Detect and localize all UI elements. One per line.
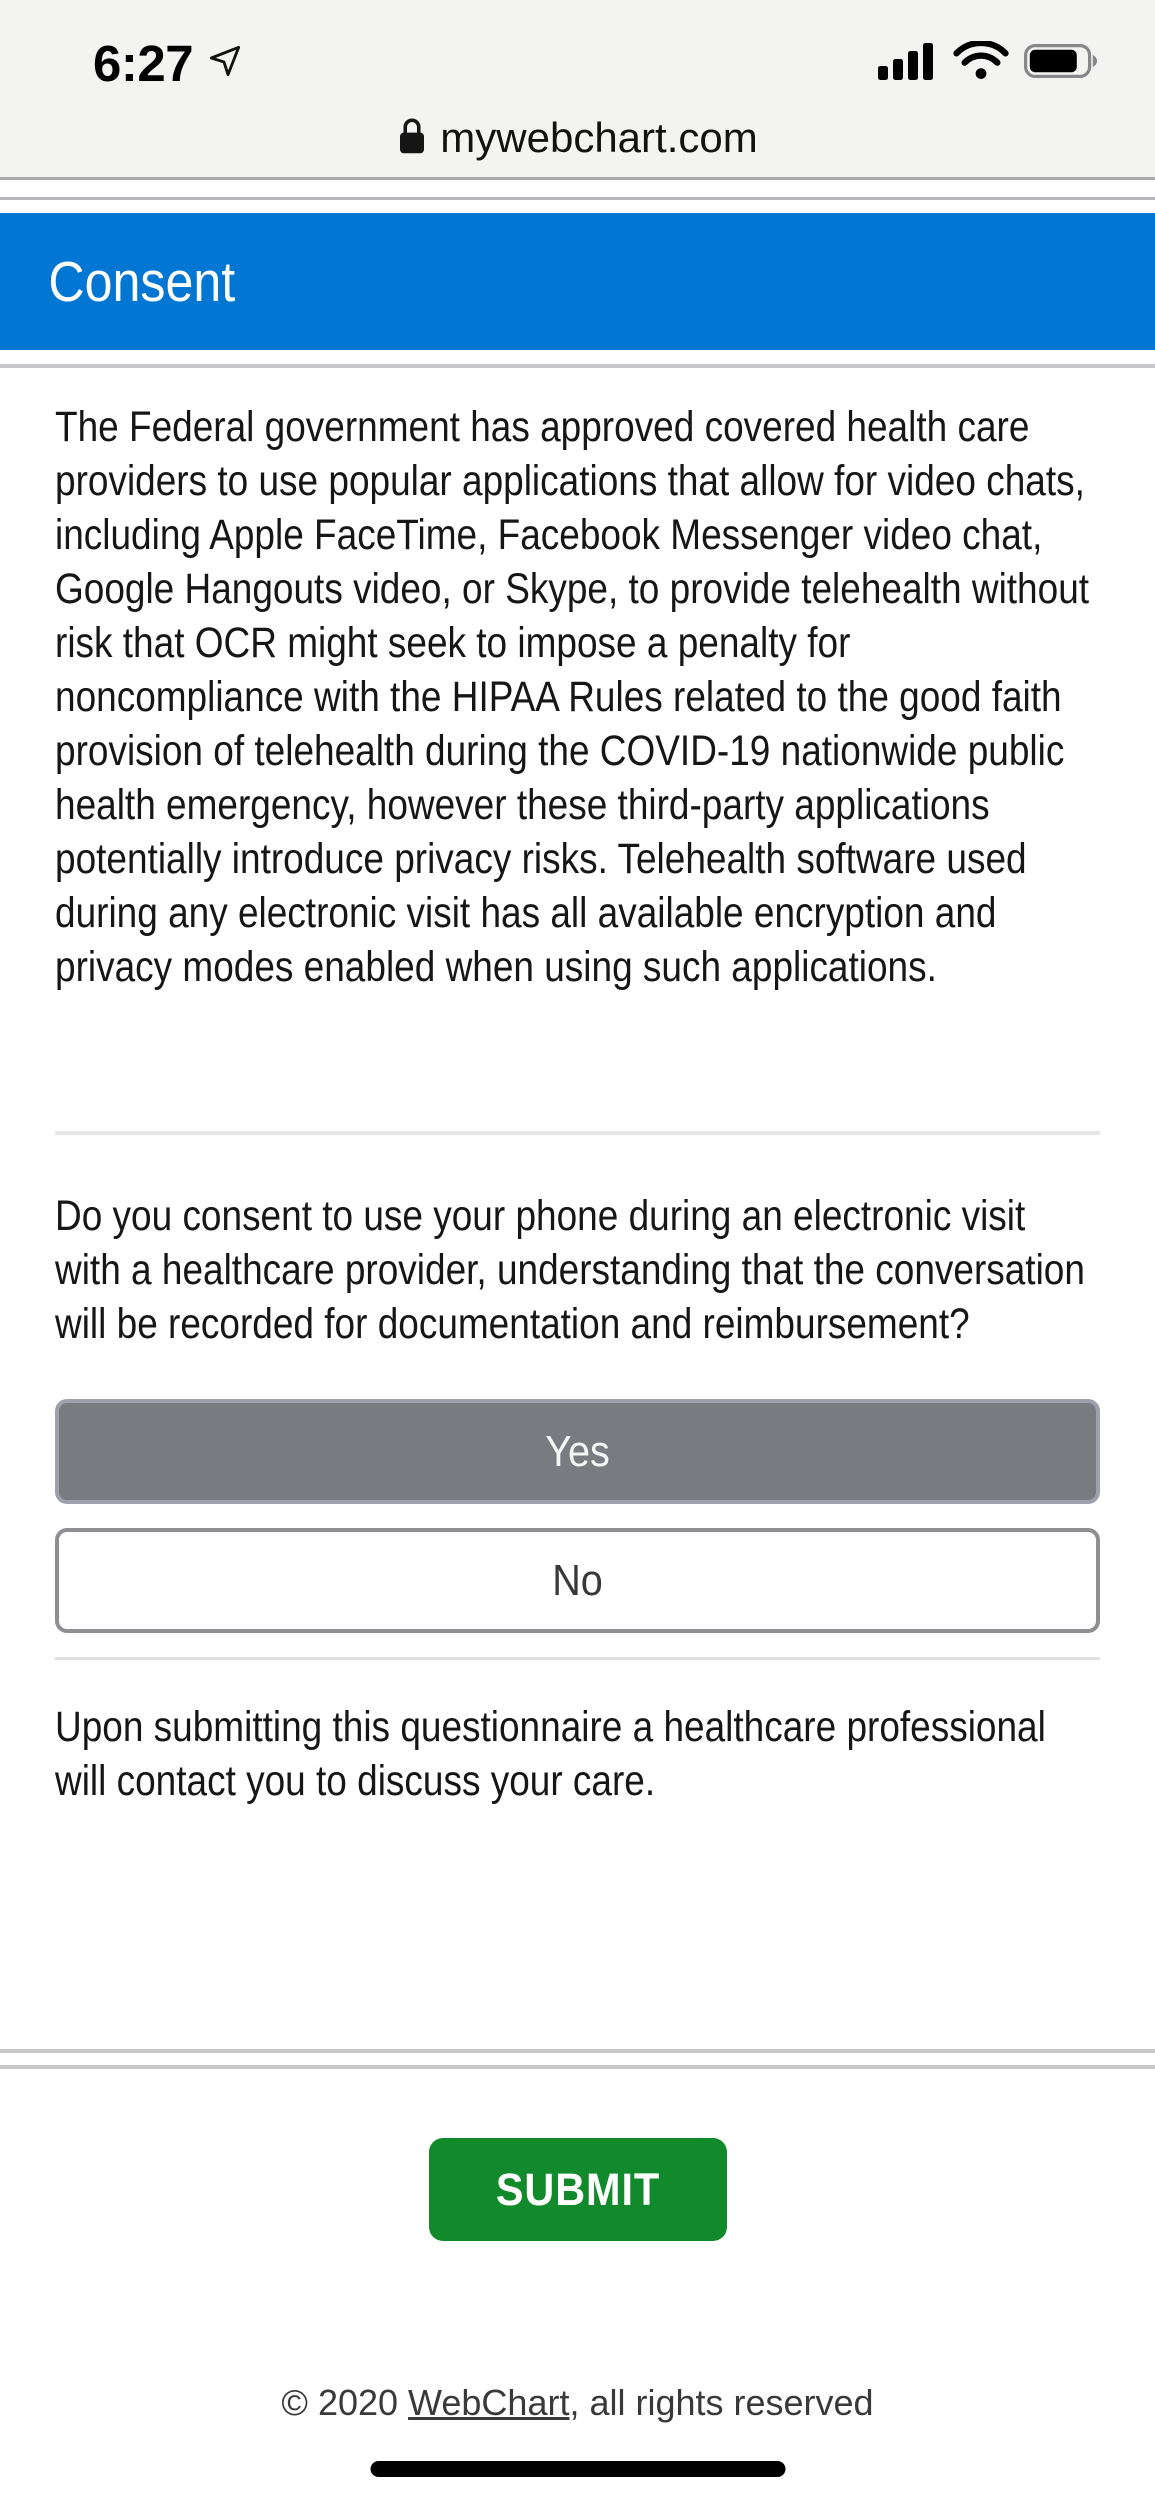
home-indicator[interactable] <box>370 2461 785 2477</box>
header-bottom-rule <box>0 364 1155 368</box>
copyright-prefix: © 2020 <box>281 2382 409 2423</box>
status-time: 6:27 <box>93 34 194 92</box>
footer-separator-line-2 <box>0 2065 1155 2069</box>
yes-button[interactable] <box>55 1399 1100 1504</box>
cellular-signal-icon <box>878 42 938 85</box>
consent-header <box>0 213 1155 350</box>
no-button[interactable] <box>55 1528 1100 1633</box>
footer-separator-line-1 <box>0 2049 1155 2053</box>
yes-button-label: Yes <box>545 1426 610 1476</box>
page-title: Consent <box>48 249 236 314</box>
url-bar[interactable] <box>0 108 1155 168</box>
submit-button[interactable] <box>429 2138 727 2241</box>
status-bar <box>0 28 1155 98</box>
copyright-footer <box>0 2382 1155 2424</box>
consent-question-text: Do you consent to use your phone during an electronic visit with a healthcare provider, understanding that the conversation will be recorded for documentation and reimbursement? <box>55 1192 1085 1348</box>
browser-chrome <box>0 0 1155 180</box>
lock-icon <box>397 115 427 162</box>
location-arrow-icon <box>205 41 245 86</box>
wifi-icon <box>953 41 1009 86</box>
consent-form <box>55 400 1100 1808</box>
webchart-link[interactable]: WebChart <box>408 2382 570 2423</box>
page-top-rule <box>0 197 1155 200</box>
consent-body-text: The Federal government has approved covered health care providers to use popular applications that allow for video chats, including Apple FaceTime, Facebook Messenger video chat, Google Hangouts video, or Skype, to provide telehealth without risk that OCR might seek to impose a penalty for noncompliance with the HIPAA Rules related to the good faith provision of telehealth during the COVID-19 nationwide public health emergency, however these third-party applications potentially introduce privacy risks. Telehealth software used during any electronic visit has all available encryption and privacy modes enabled when using such applications. <box>55 403 1090 991</box>
url-domain: mywebchart.com <box>440 114 758 161</box>
no-button-label: No <box>552 1555 603 1605</box>
copyright-suffix: , all rights reserved <box>569 2382 874 2423</box>
submission-note-text: Upon submitting this questionnaire a healthcare professional will contact you to discuss your care. <box>55 1703 1046 1805</box>
battery-icon <box>1024 44 1098 83</box>
submit-button-label: SUBMIT <box>495 2163 660 2215</box>
